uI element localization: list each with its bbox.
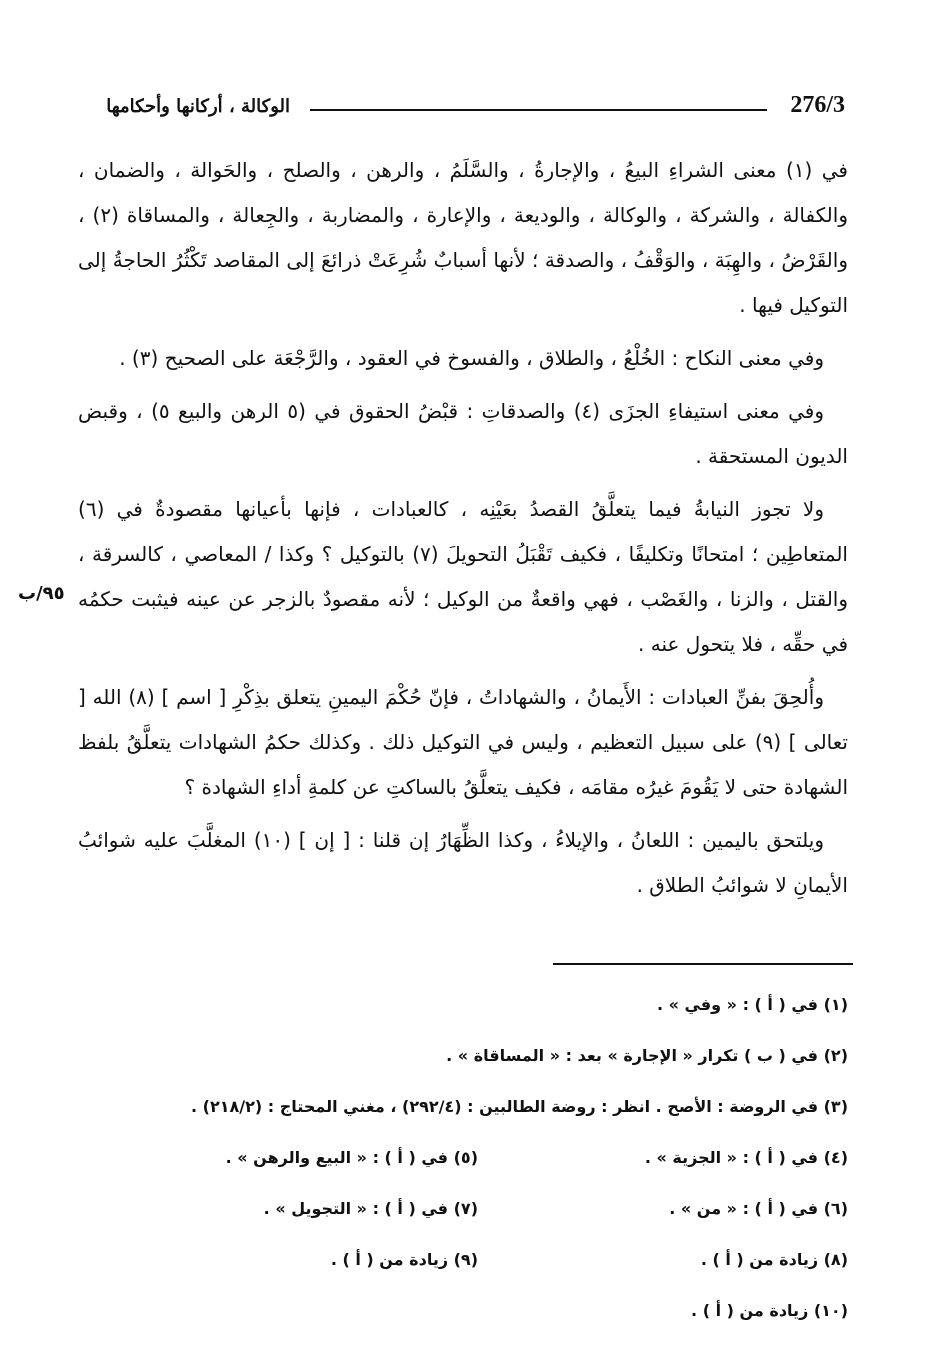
footnote-5: (٥) في ( أ ) : « البيع والرهن » . <box>225 1148 478 1167</box>
paragraph-2: وفي معنى النكاح : الخُلْعُ ، والطلاق ، والفسوخ في العقود ، والرَّجْعَة على الصحيح (٣) . <box>119 346 824 370</box>
footnote-4: (٤) في ( أ ) : « الجزية » . <box>644 1148 848 1167</box>
footnote-row <box>68 1041 848 1092</box>
footnote-row <box>68 1296 848 1347</box>
footnote-row <box>68 1194 848 1245</box>
footnote-separator <box>553 963 853 965</box>
main-text <box>78 148 848 908</box>
running-title: الوكالة ، أركانها وأحكامها <box>106 96 290 117</box>
footnote-6: (٦) في ( أ ) : « من » . <box>669 1199 848 1218</box>
paragraph-6: ويلتحق باليمين : اللعانُ ، والإيلاءُ ، وكذا الظِّهَارُ إن قلنا : [ إن ] (١٠) المغلَّبَ عليه شوائبُ الأيمانِ لا شوائبُ الطلاق . <box>78 828 848 897</box>
page-header <box>55 92 845 128</box>
paragraph-4: ولا تجوز النيابةُ فيما يتعلَّقُ القصدُ بعَيْنِه ، كالعبادات ، فإنها بأعيانها مقصودةٌ في (٦) المتعاطِين ؛ امتحانًا وتكليفًا ، فكيف تَقْبَلُ التحويلَ (٧) بالتوكيل ؟ وكذا / المعاصي ، كالسرقة ، والقتل ، والزنا ، والغَصْب ، فهي واقعةٌ من الوكيل ؛ لأنه مقصودٌ بالزجر عن عينه فيثبت حكمُه في حقِّه ، فلا يتحول عنه . <box>78 497 848 656</box>
footnote-8: (٨) زيادة من ( أ ) . <box>700 1250 848 1269</box>
footnote-row <box>68 1245 848 1296</box>
folio-margin-note: ٩٥/ب <box>18 583 65 604</box>
page-number: 276/3 <box>790 92 845 118</box>
footnote-1: (١) في ( أ ) : « وفي » . <box>656 995 848 1014</box>
paragraph-3: وفي معنى استيفاءِ الجزَى (٤) والصدقاتِ : قبْضُ الحقوق في (٥ الرهن والبيع ٥) ، وقبض الديون المستحقة . <box>78 399 848 468</box>
footnote-3: (٣) في الروضة : الأصح . انظر : روضة الطالبين : (٢٩٢/٤) ، مغني المحتاج : (٢١٨/٢) . <box>191 1097 848 1116</box>
footnote-7: (٧) في ( أ ) : « التجويل » . <box>263 1199 478 1218</box>
footnote-row <box>68 990 848 1041</box>
paragraph-1: في (١) معنى الشراءِ البيعُ ، والإجارةُ ، والسَّلَمُ ، والرهن ، والصلح ، والحَوالة ، والضمان ، والكفالة ، والشركة ، والوكالة ، والوديعة ، والإعارة ، والمضاربة ، والجِعالة ، والمساقاة (٢) ، والقَرْضُ ، والهِبَة ، والوَقْفُ ، والصدقة ؛ لأنها أسبابٌ شُرِعَتْ ذرائعَ إلى المقاصد تَكْثُرُ الحاجةُ إلى التوكيل فيها . <box>78 158 848 317</box>
footnote-10: (١٠) زيادة من ( أ ) . <box>691 1301 848 1320</box>
footnote-row <box>68 1092 848 1143</box>
footnotes <box>68 990 848 1347</box>
footnote-2: (٢) في ( ب ) تكرار « الإجارة » بعد : « المساقاة » . <box>446 1046 848 1065</box>
header-rule <box>310 109 767 111</box>
footnote-row <box>68 1143 848 1194</box>
paragraph-5: وأُلحِقَ بفنِّ العبادات : الأَيمانُ ، والشهاداتُ ، فإنّ حُكْمَ اليمينِ يتعلق بذِكْرِ [ اسم ] (٨) الله [ تعالى ] (٩) على سبيل التعظيم ، وليس في التوكيل ذلك . وكذلك حكمُ الشهادات يتعلَّقُ بلفظ الشهادة حتى لا يَقُومَ غيرُه مقامَه ، فكيف يتعلَّقُ بالساكتِ عن كلمةِ أداءِ الشهادة ؟ <box>78 685 848 799</box>
footnote-9: (٩) زيادة من ( أ ) . <box>330 1250 478 1269</box>
